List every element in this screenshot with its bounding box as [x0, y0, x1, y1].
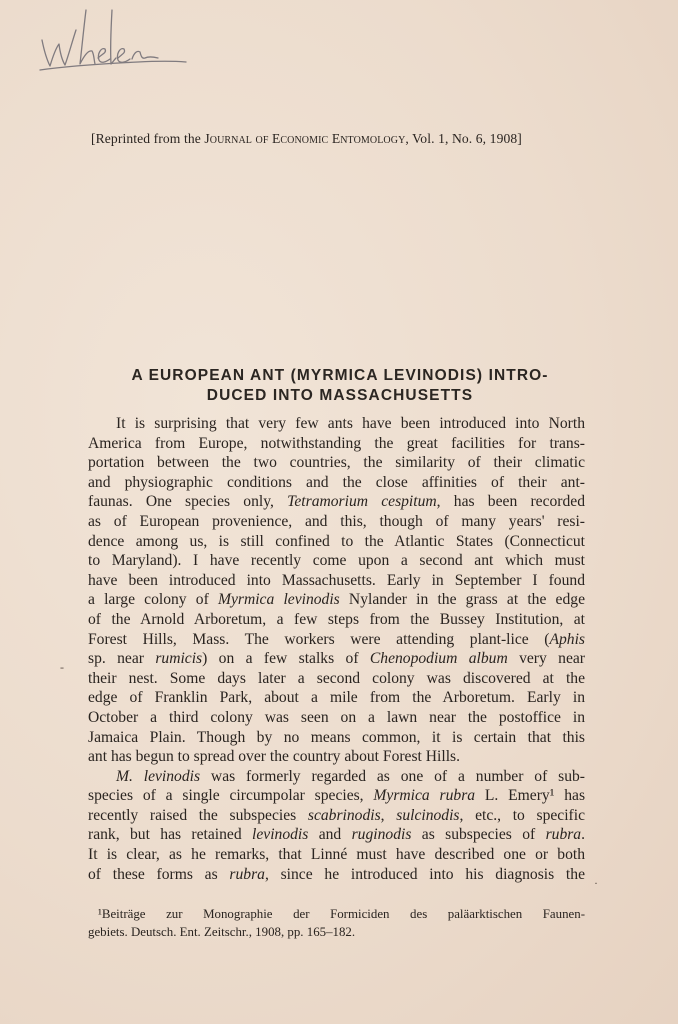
body-line: Forest Hills, Mass. The workers were attending plant-lice (Aphis: [88, 630, 585, 648]
footnote-line: ¹Beiträge zur Monographie der Formiciden des paläarktischen Faunen-: [98, 907, 585, 921]
pencil-signature: [38, 4, 188, 76]
body-line: It is clear, as he remarks, that Linné must have described one or both: [88, 846, 585, 864]
body-line: dence among us, is still confined to the Atlantic States (Connecticut: [88, 532, 585, 550]
body-line: to Maryland). I have recently come upon a second ant which must: [88, 552, 585, 570]
margin-speck: -: [60, 660, 64, 674]
body-line: have been introduced into Massachusetts. Early in September I found: [88, 571, 585, 589]
body-line: of the Arnold Arboretum, a few steps from the Bussey Institution, at: [88, 610, 585, 628]
body-line: of these forms as rubra, since he introduced into his diagnosis the: [88, 865, 585, 883]
title-line-2: DUCED INTO MASSACHUSETTS: [206, 386, 474, 404]
body-line: their nest. Some days later a second colony was discovered at the: [88, 669, 585, 687]
body-line: recently raised the subspecies scabrinodis, sulcinodis, etc., to specific: [88, 806, 586, 824]
body-line: species of a single circumpolar species, Myrmica rubra L. Emery¹ has: [88, 787, 586, 805]
body-line: rank, but has retained levinodis and ruginodis as subspecies of rubra.: [88, 826, 586, 844]
article-title: [86, 366, 594, 405]
body-line: America from Europe, notwithstanding the great facilities for trans-: [88, 434, 585, 452]
margin-speck: ·: [594, 876, 598, 890]
footnote: [88, 906, 585, 941]
article-body: [88, 414, 585, 884]
reprint-open: [Reprinted from the: [91, 131, 205, 146]
body-line: as of European provenience, and this, though of many years' resi-: [88, 512, 585, 530]
body-line: October a third colony was seen on a lawn near the postoffice in: [88, 708, 585, 726]
body-line: sp. near rumicis) on a few stalks of Chenopodium album very near: [88, 650, 585, 668]
body-line: portation between the two countries, the similarity of their climatic: [88, 454, 585, 472]
reprint-notice: [91, 131, 591, 147]
journal-name: Journal of Economic Entomology: [204, 131, 406, 146]
reprint-rest: , Vol. 1, No. 6, 1908]: [405, 131, 522, 146]
body-line: and physiographic conditions and the close affinities of their ant-: [88, 473, 585, 491]
footnote-line: gebiets. Deutsch. Ent. Zeitschr., 1908, pp. 165–182.: [88, 924, 356, 939]
title-line-1: A EUROPEAN ANT (MYRMICA LEVINODIS) INTRO-: [131, 367, 549, 384]
body-line: It is surprising that very few ants have been introduced into North: [116, 415, 585, 432]
body-line: Jamaica Plain. Though by no means common, it is certain that this: [88, 728, 585, 746]
body-line: ant has begun to spread over the country about Forest Hills.: [88, 748, 461, 766]
body-line: a large colony of Myrmica levinodis Nylander in the grass at the edge: [88, 591, 585, 609]
body-line: faunas. One species only, Tetramorium cespitum, has been recorded: [88, 493, 586, 511]
body-line: M. levinodis was formerly regarded as one of a number of sub-: [116, 767, 585, 785]
body-line: edge of Franklin Park, about a mile from the Arboretum. Early in: [88, 689, 585, 707]
